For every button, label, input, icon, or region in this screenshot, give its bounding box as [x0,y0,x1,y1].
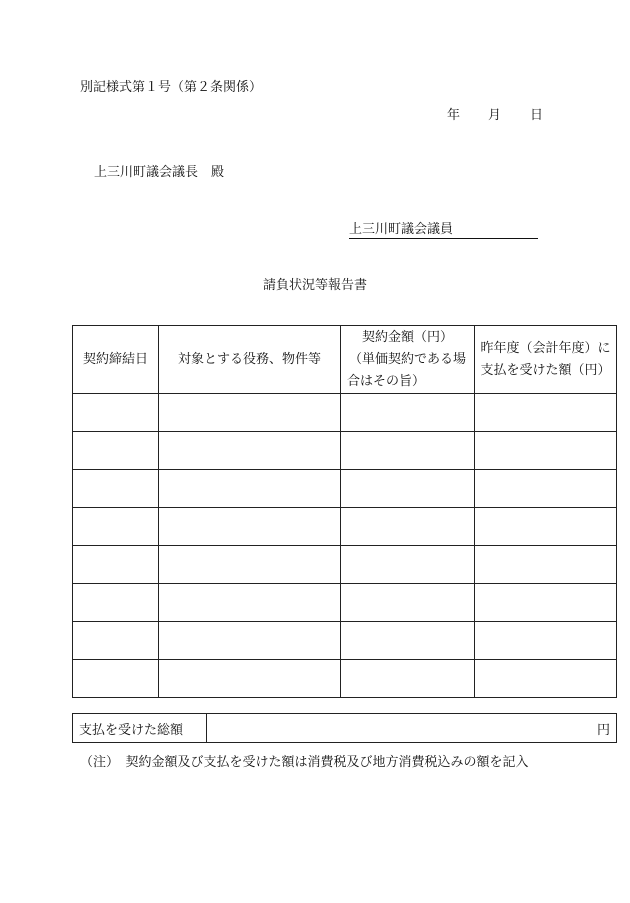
total-row [73,714,617,743]
table-row [73,622,617,660]
addressee: 上三川町議会議長 殿 [94,165,225,180]
cell-paid-last-year[interactable] [475,394,617,432]
header-subject: 対象とする役務、物件等 [159,326,341,394]
date-year-label: 年 [447,108,461,123]
contract-table [72,325,617,698]
cell-contract-date[interactable] [73,394,159,432]
header-contract-amount-line1: 契約金額（円） [361,329,453,345]
cell-contract-date[interactable] [73,622,159,660]
header-paid-last-year-line2: 支払を受けた額（円） [480,362,611,378]
header-paid-last-year-line1: 昨年度（会計年度）に [480,340,611,356]
cell-contract-date[interactable] [73,584,159,622]
cell-contract-date[interactable] [73,508,159,546]
total-table [72,713,617,743]
table-row [73,660,617,698]
cell-paid-last-year[interactable] [475,508,617,546]
cell-paid-last-year[interactable] [475,470,617,508]
cell-paid-last-year[interactable] [475,660,617,698]
cell-subject[interactable] [159,432,341,470]
cell-contract-amount[interactable] [341,432,475,470]
cell-subject[interactable] [159,470,341,508]
table-row [73,394,617,432]
date-line [447,104,543,123]
cell-subject[interactable] [159,508,341,546]
cell-paid-last-year[interactable] [475,622,617,660]
cell-subject[interactable] [159,546,341,584]
cell-paid-last-year[interactable] [475,432,617,470]
cell-contract-date[interactable] [73,470,159,508]
cell-contract-amount[interactable] [341,584,475,622]
date-month-label: 月 [488,108,502,123]
total-label: 支払を受けた総額 [73,714,207,743]
table-body [73,394,617,698]
cell-contract-amount[interactable] [341,470,475,508]
note: （注） 契約金額及び支払を受けた額は消費税及び地方消費税込みの額を記入 [80,755,529,770]
cell-subject[interactable] [159,584,341,622]
table-row [73,432,617,470]
table-row [73,546,617,584]
total-unit: 円 [596,722,610,738]
table-row [73,584,617,622]
header-contract-amount-line2: （単価契約である場 [348,351,466,367]
form-code: 別記様式第１号（第２条関係） [80,80,263,95]
cell-contract-amount[interactable] [341,660,475,698]
cell-paid-last-year[interactable] [475,546,617,584]
cell-contract-amount[interactable] [341,394,475,432]
header-contract-date: 契約締結日 [73,326,159,394]
date-day-label: 日 [530,108,544,123]
member-label: 上三川町議会議員 [349,222,454,237]
cell-contract-amount[interactable] [341,508,475,546]
cell-subject[interactable] [159,622,341,660]
total-amount-field[interactable] [207,714,617,743]
cell-subject[interactable] [159,394,341,432]
document-title: 請負状況等報告書 [262,278,367,293]
header-contract-amount [341,326,475,394]
cell-subject[interactable] [159,660,341,698]
cell-contract-amount[interactable] [341,622,475,660]
cell-contract-date[interactable] [73,660,159,698]
cell-contract-date[interactable] [73,546,159,584]
cell-contract-amount[interactable] [341,546,475,584]
header-contract-amount-line3: 合はその旨） [347,373,426,389]
cell-contract-date[interactable] [73,432,159,470]
table-row [73,508,617,546]
table-row [73,470,617,508]
table-header-row [73,326,617,394]
cell-paid-last-year[interactable] [475,584,617,622]
member-name-line [349,218,538,239]
header-paid-last-year [475,326,617,394]
